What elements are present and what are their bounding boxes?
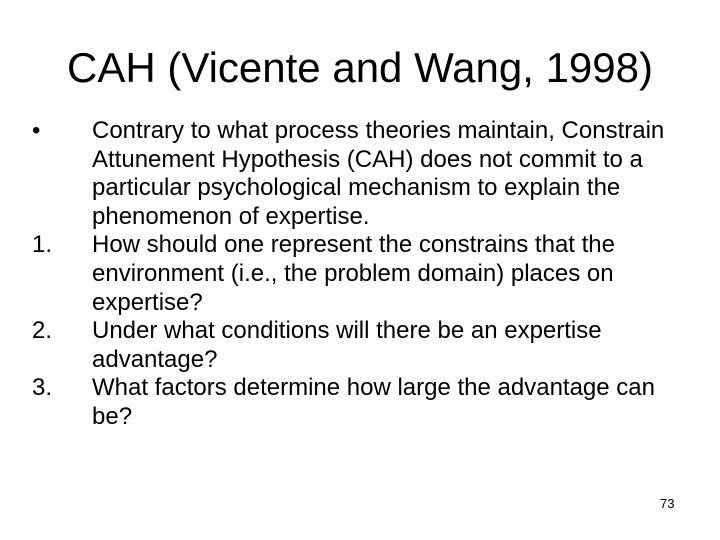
question-text-1: How should one represent the constrains that the environment (i.e., the problem domain) places on expertise? <box>92 231 615 316</box>
question-number-2: 2. <box>32 317 53 345</box>
question-number-1: 1. <box>32 231 53 259</box>
question-text-2: Under what conditions will there be an expertise advantage? <box>92 317 602 373</box>
bullet-text: Contrary to what process theories maintain, Constrain Attunement Hypothesis (CAH) does not commit to a particular psychological mechanism to explain the phenomenon of expertise. <box>92 117 665 230</box>
bullet-item <box>32 117 672 231</box>
question-number-3: 3. <box>32 374 53 402</box>
slide-body-list <box>32 117 672 432</box>
page-number: 73 <box>660 496 675 511</box>
question-item-3 <box>32 374 672 431</box>
question-text-3: What factors determine how large the advantage can be? <box>92 374 655 430</box>
slide-title: CAH (Vicente and Wang, 1998) <box>67 44 653 91</box>
question-item-1 <box>32 231 672 317</box>
question-item-2 <box>32 317 672 374</box>
bullet-marker: • <box>32 117 41 144</box>
